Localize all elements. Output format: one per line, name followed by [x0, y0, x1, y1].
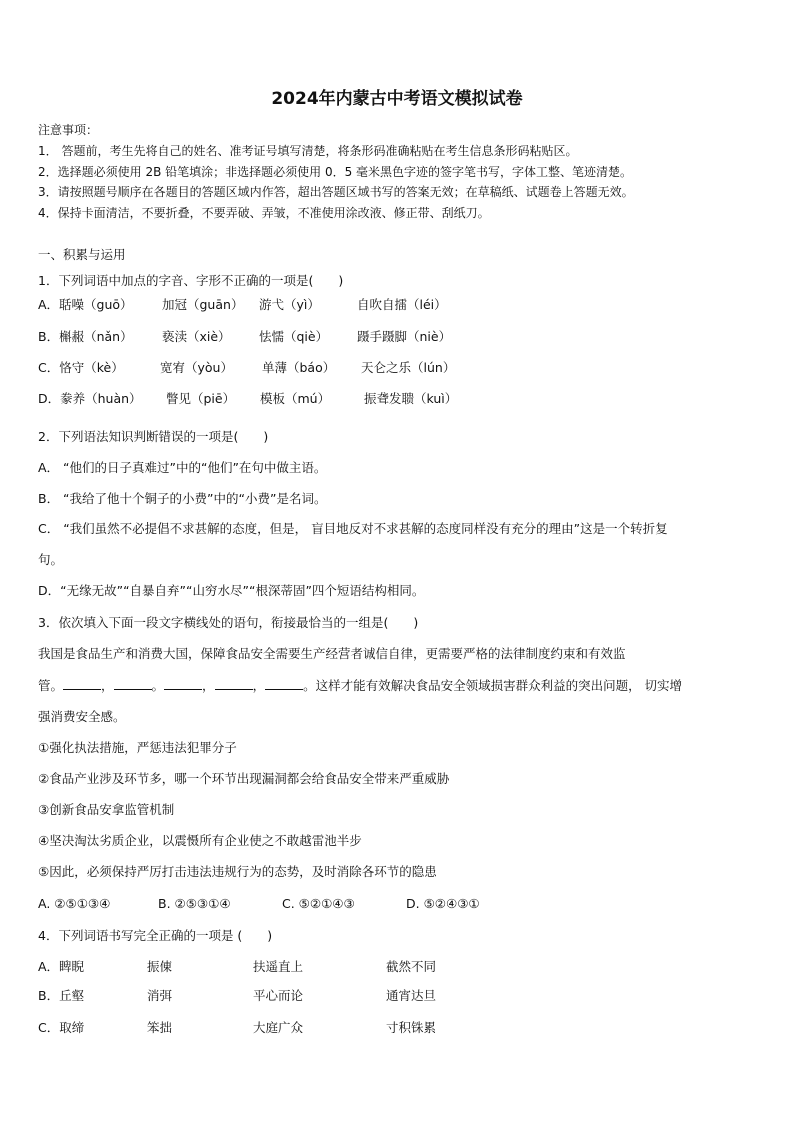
q3-sep-3: ，: [202, 678, 215, 693]
q3-blank-1: [63, 678, 101, 690]
q3-item-5: ⑤因此，必须保持严厉打击违法违规行为的态势，及时消除各环节的隐患: [38, 864, 437, 879]
q3-item-2: ②食品产业涉及环节多，哪一个环节出现漏洞都会给食品安全带来严重威胁: [38, 771, 450, 786]
q3-passage-line1: 我国是食品生产和消费大国，保障食品安全需要生产经营者诚信自律，更需要严格的法律制度约束和有效监: [38, 646, 626, 661]
q3-sep-2: 。: [151, 678, 165, 693]
q1-d-word2: 瞥见（piē）: [166, 391, 236, 406]
notice-heading: 注意事项：: [38, 123, 99, 137]
q2-stem: 2．下列语法知识判断错误的一项是( ): [38, 429, 269, 444]
q1-b-word4: 蹑手蹑脚（niè）: [357, 329, 452, 344]
q1-b-word3: 怯懦（qiè）: [259, 329, 329, 344]
q3-option-c: C. ⑤②①④③: [282, 896, 355, 911]
q1-a-word3: 游弋（yì）: [259, 297, 320, 312]
q1-c-word4: 天仑之乐（lún）: [361, 360, 456, 375]
q4-a-word1: A．睥睨: [38, 959, 85, 974]
q2-option-b: B． “我给了他十个铜子的小费”中的“小费”是名词。: [38, 491, 327, 506]
q1-b-word2: 亵渎（xiè）: [162, 329, 231, 344]
q4-c-word2: 笨拙: [147, 1020, 173, 1035]
q3-passage-line2: [38, 678, 682, 694]
q3-item-1: ①强化执法措施，严惩违法犯罪分子: [38, 740, 237, 755]
q1-stem: 1．下列词语中加点的字音、字形不正确的一项是( ): [38, 273, 344, 288]
q3-blank-4: [215, 678, 253, 690]
q4-b-word3: 平心而论: [253, 988, 304, 1003]
q4-b-word1: B．丘壑: [38, 988, 85, 1003]
q1-c-word1: C．恪守（kè）: [38, 360, 124, 375]
q3-passage-line3: 强消费安全感。: [38, 709, 126, 724]
q3-option-d: D. ⑤②④③①: [406, 896, 480, 911]
q4-c-word1: C．取缔: [38, 1020, 85, 1035]
q3-sep-4: ，: [252, 678, 266, 693]
section-heading: 一、积累与运用: [38, 247, 126, 262]
page-title: 2024年内蒙古中考语文模拟试卷: [271, 89, 523, 109]
q3-sep-1: ，: [101, 678, 114, 693]
q1-d-word3: 模板（mú）: [260, 391, 331, 406]
q3-passage-start: 管。: [38, 678, 64, 693]
q4-a-word4: 截然不同: [386, 959, 437, 974]
q3-item-4: ④坚决淘汰劣质企业，以震慑所有企业使之不敢越雷池半步: [38, 833, 362, 848]
q1-a-word1: A．聒噪（guō）: [38, 297, 133, 312]
q4-c-word3: 大庭广众: [253, 1020, 304, 1035]
q4-a-word3: 扶遥直上: [253, 959, 304, 974]
notice-item-2: 2．选择题必须使用 2B 铅笔填涂；非选择题必须使用 0．5 毫米黑色字迹的签字笔书写，字体工整、笔迹清楚。: [38, 165, 633, 179]
q4-b-word2: 消弭: [147, 988, 173, 1003]
q1-d-word4: 振聋发聩（kuì）: [364, 391, 458, 406]
q1-a-word2: 加冠（guān）: [162, 297, 244, 312]
notice-item-4: 4．保持卡面清洁，不要折叠，不要弄破、弄皱，不准使用涂改液、修正带、刮纸刀。: [38, 206, 490, 220]
q2-option-c-line1: C． “我们虽然不必提倡不求甚解的态度，但是， 盲目地反对不求甚解的态度同样没有充分的理由”这是一个转折复: [38, 521, 668, 536]
q3-blank-3: [164, 678, 202, 690]
q3-option-b: B. ②⑤③①④: [158, 896, 231, 911]
q1-a-word4: 自吹自擂（léi）: [357, 297, 447, 312]
q3-blank-5: [265, 678, 303, 690]
q4-c-word4: 寸积铢累: [386, 1020, 437, 1035]
q1-d-word1: D．豢养（huàn）: [38, 391, 142, 406]
q3-option-a: A. ②⑤①③④: [38, 896, 111, 911]
q3-stem: 3．依次填入下面一段文字横线处的语句，衔接最恰当的一组是( ): [38, 615, 419, 630]
q1-b-word1: B．槲赧（nǎn）: [38, 329, 133, 344]
q3-blank-2: [114, 678, 152, 690]
q1-c-word3: 单薄（báo）: [262, 360, 336, 375]
notice-item-1: 1． 答题前，考生先将自己的姓名、准考证号填写清楚，将条形码准确粘贴在考生信息条形码粘贴区。: [38, 144, 578, 158]
q2-option-d: D．“无缘无故”“自暴自弃”“山穷水尽”“根深蒂固”四个短语结构相同。: [38, 583, 425, 598]
q1-c-word2: 宽宥（yòu）: [160, 360, 233, 375]
q4-stem: 4．下列词语书写完全正确的一项是 ( ): [38, 928, 273, 943]
q2-option-a: A． “他们的日子真难过”中的“他们”在句中做主语。: [38, 460, 327, 475]
notice-item-3: 3．请按照题号顺序在各题目的答题区域内作答，超出答题区域书写的答案无效；在草稿纸、试题卷上答题无效。: [38, 185, 634, 199]
q4-b-word4: 通宵达旦: [386, 988, 437, 1003]
q2-option-c-line2: 句。: [38, 552, 64, 567]
q4-a-word2: 振倲: [147, 959, 173, 974]
q3-item-3: ③创新食品安拿监管机制: [38, 802, 175, 817]
q3-passage-end: 。这样才能有效解决食品安全领域损害群众利益的突出问题， 切实增: [303, 678, 683, 693]
